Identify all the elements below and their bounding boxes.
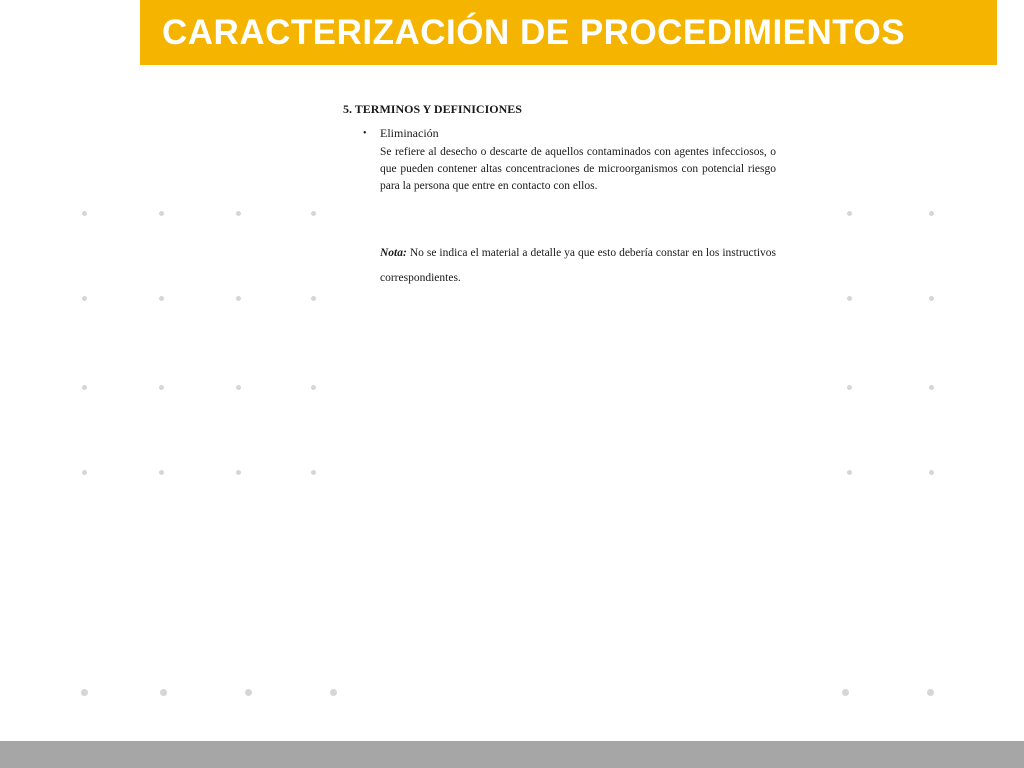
- decorative-dot: [929, 296, 934, 301]
- note-label: Nota:: [380, 247, 407, 259]
- decorative-dot: [236, 385, 241, 390]
- decorative-dot: [236, 296, 241, 301]
- term-title: Eliminación: [380, 126, 439, 140]
- decorative-dot: [245, 689, 252, 696]
- slide-title: CARACTERIZACIÓN DE PROCEDIMIENTOS: [162, 12, 906, 52]
- decorative-dot: [82, 211, 87, 216]
- decorative-dot: [847, 385, 852, 390]
- decorative-dot: [929, 385, 934, 390]
- decorative-dot: [159, 211, 164, 216]
- decorative-dot: [82, 470, 87, 475]
- decorative-dot: [82, 385, 87, 390]
- decorative-dot: [159, 296, 164, 301]
- decorative-dot: [311, 211, 316, 216]
- decorative-dot: [159, 470, 164, 475]
- decorative-dot: [847, 296, 852, 301]
- document-excerpt: [335, 92, 785, 292]
- bullet-icon: •: [363, 128, 367, 139]
- footer-bar: [0, 741, 1024, 768]
- decorative-dot: [311, 296, 316, 301]
- decorative-dot: [847, 470, 852, 475]
- decorative-dot: [847, 211, 852, 216]
- decorative-dot: [842, 689, 849, 696]
- decorative-dot: [927, 689, 934, 696]
- decorative-dot: [236, 470, 241, 475]
- decorative-dot: [311, 470, 316, 475]
- decorative-dot: [236, 211, 241, 216]
- decorative-dot: [160, 689, 167, 696]
- term-definition: Se refiere al desecho o descarte de aquellos contaminados con agentes infecciosos, o que pueden contener altas concentraciones de microorganismos con potencial riesgo para la persona que entre en contacto con ellos.: [380, 146, 776, 192]
- note-paragraph: [380, 241, 776, 291]
- decorative-dot: [159, 385, 164, 390]
- decorative-dot: [929, 470, 934, 475]
- decorative-dot: [82, 296, 87, 301]
- section-heading: 5. TERMINOS Y DEFINICIONES: [343, 102, 522, 116]
- title-bar: [140, 0, 997, 65]
- note-text: No se indica el material a detalle ya que esto debería constar en los instructivos correspondientes.: [380, 247, 776, 284]
- decorative-dot: [81, 689, 88, 696]
- decorative-dot: [330, 689, 337, 696]
- decorative-dot: [311, 385, 316, 390]
- decorative-dot: [929, 211, 934, 216]
